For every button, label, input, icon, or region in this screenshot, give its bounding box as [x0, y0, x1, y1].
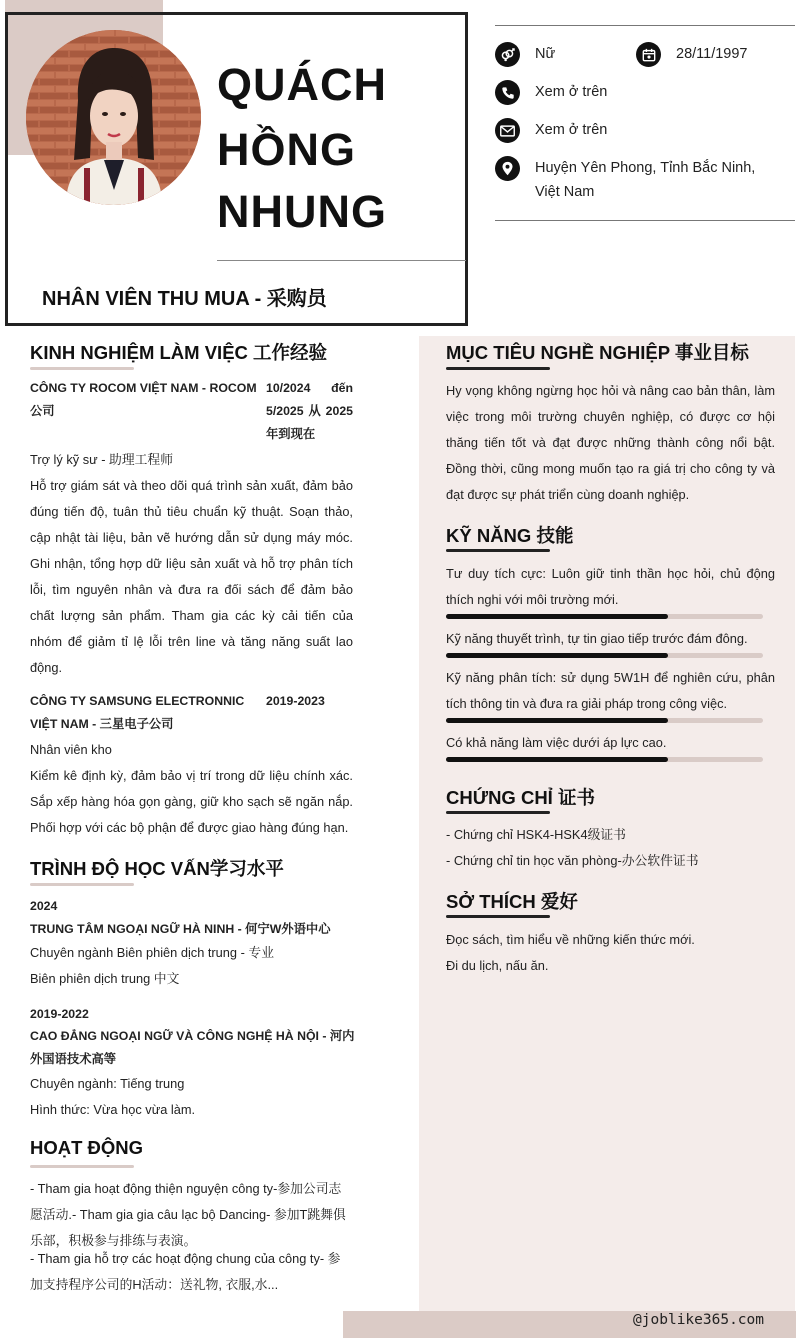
- education-heading: TRÌNH ĐỘ HỌC VẤN学习水平: [30, 858, 284, 879]
- name-line-1: QUÁCH: [217, 59, 387, 110]
- objective-heading: MỤC TIÊU NGHỀ NGHIỆP 事业目标: [446, 342, 749, 363]
- hobby-2: Đi du lịch, nấu ăn.: [446, 958, 549, 973]
- edu-1-line-2: Biên phiên dịch trung 中文: [30, 971, 180, 986]
- hobby-1: Đọc sách, tìm hiểu về những kiến thức mới.: [446, 932, 695, 947]
- job-1-position: Trợ lý kỹ sư - 助理工程师: [30, 452, 174, 467]
- edu-2-line-1: Chuyên ngành: Tiếng trung: [30, 1076, 185, 1091]
- info-phone: [495, 80, 607, 105]
- activity-1: - Tham gia hoạt động thiện nguyện công ty-参加公司志愿活动.- Tham gia gia câu lạc bộ Dancing- 参加T跳舞俱乐部，积极参与排练与表演。: [30, 1181, 346, 1248]
- info-birthday: [636, 42, 748, 67]
- hobbies-heading: SỞ THÍCH 爱好: [446, 891, 578, 912]
- skill-2-bar: [446, 653, 763, 658]
- skill-1-bar: [446, 614, 763, 619]
- edu-2-school: CAO ĐẲNG NGOẠI NGỮ VÀ CÔNG NGHỆ HÀ NỘI - 河内外国语技术高等: [30, 1029, 355, 1066]
- experience-heading: KINH NGHIỆM LÀM VIỆC 工作经验: [30, 342, 328, 363]
- certificate-2: - Chứng chỉ tin học văn phòng-办公软件证书: [446, 853, 699, 868]
- envelope-icon: [495, 118, 520, 143]
- edu-1-school: TRUNG TÂM NGOẠI NGỮ HÀ NINH - 何宁W外语中心: [30, 922, 331, 936]
- objective-heading-underline: [446, 367, 550, 370]
- name-line-3: NHUNG: [217, 186, 387, 237]
- edu-1-line-1: Chuyên ngành Biên phiên dịch trung - 专业: [30, 945, 275, 960]
- job-1-company: CÔNG TY ROCOM VIỆT NAM - ROCOM 公司: [30, 381, 257, 418]
- skill-4-text: Có khả năng làm việc dưới áp lực cao.: [446, 735, 667, 750]
- skill-2-bar-fill: [446, 653, 668, 658]
- skills-heading: KỸ NĂNG 技能: [446, 525, 574, 546]
- footer-watermark: @joblike365.com: [633, 1312, 764, 1328]
- calendar-icon: [636, 42, 661, 67]
- name-divider: [217, 260, 466, 261]
- education-heading-underline: [30, 883, 134, 886]
- address-value: Huyện Yên Phong, Tỉnh Bắc Ninh, Việt Nam: [535, 160, 756, 200]
- activity-2: - Tham gia hỗ trợ các hoạt động chung của công ty- 参加支持程序公司的H活动：送礼物, 衣服,水...: [30, 1251, 341, 1292]
- skills-heading-underline: [446, 549, 550, 552]
- job-1-description: Hỗ trợ giám sát và theo dõi quá trình sản xuất, đảm bảo đúng tiến độ, tuân thủ tiêu chuẩn kỹ thuật. Soạn thảo, cập nhật tài liệu, bản vẽ hướng dẫn sử dụng máy móc. Ghi nhận, tổng hợp dữ liệu sản xuất và hỗ trợ phân tích lỗi, tìm nguyên nhân và đưa ra đối sách để đảm bảo chất lượng sản phẩm. Tham gia các kỳ cải tiến của nhóm để giảm tỉ lệ lỗi trên line và tăng năng suất lao động.: [30, 478, 353, 675]
- hobbies-heading-underline: [446, 915, 550, 918]
- info-bottom-divider: [495, 220, 795, 221]
- skill-2-text: Kỹ năng thuyết trình, tự tin giao tiếp trước đám đông.: [446, 631, 748, 646]
- objective-text: Hy vọng không ngừng học hỏi và nâng cao bản thân, làm việc trong môi trường chuyên nghiệp, có được cơ hội thăng tiến tốt và đạt được những thành công nổi bật. Đồng thời, cũng mong muốn tạo ra giá trị cho công ty và đạt được sự phát triển cùng doanh nghiệp.: [446, 383, 775, 502]
- job-2-position: Nhân viên kho: [30, 742, 112, 757]
- job-2-description: Kiểm kê định kỳ, đảm bảo vị trí trong dữ liệu chính xác. Sắp xếp hàng hóa gọn gàng, giữ kho sạch sẽ ngăn nắp. Phối hợp với các bộ phận để được giao hàng đúng hạn.: [30, 768, 353, 835]
- job-title: NHÂN VIÊN THU MUA - 采购员: [42, 288, 327, 310]
- skill-3-bar: [446, 718, 763, 723]
- gender-icon: [495, 42, 520, 67]
- certificates-heading-underline: [446, 811, 550, 814]
- certificate-1: - Chứng chỉ HSK4-HSK4级证书: [446, 827, 626, 842]
- skill-3-bar-fill: [446, 718, 668, 723]
- email-value: Xem ở trên: [535, 122, 608, 138]
- phone-icon: [495, 80, 520, 105]
- info-top-divider: [495, 25, 795, 26]
- info-email: [495, 118, 607, 143]
- experience-heading-underline: [30, 367, 134, 370]
- skill-4-bar: [446, 757, 763, 762]
- profile-photo: [26, 30, 201, 205]
- job-2-company: CÔNG TY SAMSUNG ELECTRONNIC VIỆT NAM - 三星电子公司: [30, 694, 245, 731]
- edu-2-line-2: Hình thức: Vừa học vừa làm.: [30, 1102, 196, 1117]
- skill-4-bar-fill: [446, 757, 668, 762]
- info-address: [495, 156, 785, 204]
- skill-1-bar-fill: [446, 614, 668, 619]
- location-pin-icon: [495, 156, 520, 181]
- skill-1-text: Tư duy tích cực: Luôn giữ tinh thần học hỏi, chủ động thích nghi với môi trường mới.: [446, 566, 775, 607]
- edu-2-year: 2019-2022: [30, 1007, 89, 1021]
- gender-value: Nữ: [535, 46, 556, 62]
- job-1-period: 10/2024 đến 5/2025从2025年到现在: [266, 381, 353, 441]
- phone-value: Xem ở trên: [535, 84, 608, 100]
- certificates-heading: CHỨNG CHỈ 证书: [446, 787, 595, 808]
- edu-1-year: 2024: [30, 899, 58, 913]
- info-gender: [495, 42, 555, 67]
- name-line-2: HỒNG: [217, 124, 356, 175]
- activities-heading-underline: [30, 1165, 134, 1168]
- activities-heading: HOẠT ĐỘNG: [30, 1137, 144, 1158]
- skill-3-text: Kỹ năng phân tích: sử dụng 5W1H để nghiên cứu, phân tích thông tin và đưa ra giải pháp trong công việc.: [446, 670, 775, 711]
- job-2-period: 2019-2023: [266, 694, 325, 708]
- birthday-value: 28/11/1997: [676, 46, 748, 62]
